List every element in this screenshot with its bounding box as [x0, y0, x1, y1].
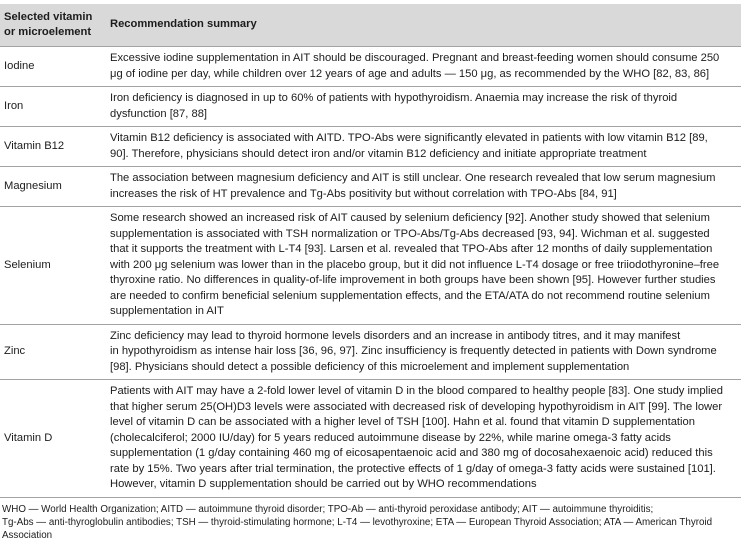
summary-line: Patients with AIT may have a 2-fold lower level of vitamin D in the blood compared to healthy people [83]. One study implied [110, 385, 723, 397]
recommendation-summary-cell [103, 380, 741, 498]
summary-line: (cholecalciferol; 2000 IU/day) for 5 years reduced autoimmune disease by 22%, while marine omega-3 fatty acids [110, 431, 671, 444]
header-recommendation-summary [103, 4, 741, 47]
footnote-line: Association [2, 529, 53, 541]
summary-line: μg of iodine per day, while children over 12 years of age and adults — 150 μg, as recommended by the WHO [82, 83, 86] [110, 67, 710, 80]
header-line: Selected vitamin [4, 10, 93, 23]
row-label: Magnesium [0, 167, 103, 207]
table-row-magnesium [0, 167, 741, 207]
summary-line: The association between magnesium deficiency and AIT is still unclear. One research revealed that low serum magnesium [110, 172, 716, 184]
row-label: Selenium [0, 207, 103, 325]
row-label: Vitamin B12 [0, 127, 103, 167]
table-header-row [0, 4, 741, 47]
row-label: Vitamin D [0, 380, 103, 498]
summary-line: that it supports the treatment with L-T4 [93]. Larsen et al. revealed that TPO-Abs after 12 months of daily supplementation [110, 243, 713, 255]
table-row-zinc [0, 324, 741, 380]
recommendation-summary-cell [103, 87, 741, 127]
recommendation-summary-cell [103, 207, 741, 325]
summary-line: thyroxine ratio. No differences in quality-of-life improvement in both groups have been shown [95]. However further studies [110, 274, 716, 286]
table-row-vitamin-d [0, 380, 741, 498]
table-row-iodine [0, 47, 741, 87]
summary-line: are needed to confirm beneficial selenium supplementation effects, and the ETA/ATA do not recommend routine selenium [110, 289, 710, 302]
summary-line: level of vitamin D can be associated with a higher level of TSH [100]. Hahn et al. found that vitamin D supplementation [110, 416, 695, 428]
recommendation-summary-cell [103, 324, 741, 380]
footnote-line: Tg-Abs — anti-thyroglobulin antibodies; TSH — thyroid-stimulating hormone; L-T4 — levothyroxine; ETA — European Thyroid Association; ATA — American Thyroid [2, 516, 713, 528]
footnote-line: WHO — World Health Organization; AITD — autoimmune thyroid disorder; TPO-Ab — anti-thyroid peroxidase antibody; AIT — autoimmune thyroiditis; [2, 503, 654, 515]
table-row-vitamin-b12 [0, 127, 741, 167]
summary-line: Excessive iodine supplementation in AIT should be discouraged. Pregnant and breast-feeding women should consume 250 [110, 52, 720, 64]
summary-line: rate by 15%. Two years after trial termination, the protective effects of 1 g/day of omega-3 fatty acids were sustained [101]. [110, 462, 716, 475]
recommendations-table [0, 4, 741, 498]
row-label: Zinc [0, 324, 103, 380]
table-header [0, 4, 741, 47]
summary-line: supplementation (1 g/day containing 460 mg of eicosapentaenoic acid and 380 mg of docosahexaenoic acid) reduced this [110, 447, 713, 459]
summary-line: that higher serum 25(OH)D3 levels were associated with decreased risk of developing hypothyroidism in AIT [99]. The lower [110, 400, 723, 413]
summary-line: 90]. Therefore, physicians should detect iron and/or vitamin B12 deficiency and initiate appropriate treatment [110, 147, 647, 160]
row-label: Iodine [0, 47, 103, 87]
header-line: or microelement [4, 26, 92, 38]
table-footnote [0, 498, 741, 542]
row-label: Iron [0, 87, 103, 127]
recommendation-summary-cell [103, 47, 741, 87]
summary-line: supplementation in AIT [110, 305, 224, 317]
recommendation-summary-cell [103, 167, 741, 207]
summary-line: Iron deficiency is diagnosed in up to 60% of patients with hypothyroidism. Anaemia may increase the risk of thyroid [110, 92, 678, 104]
summary-line: Some research showed an increased risk of AIT caused by selenium deficiency [92]. Another study showed that selenium [110, 212, 710, 224]
table-row-selenium [0, 207, 741, 325]
summary-line: in hypothyroidism as intense hair loss [36, 96, 97]. Zinc insufficiency is frequently detected in patients with Down syndrome [110, 345, 717, 357]
table-body [0, 47, 741, 498]
summary-line: Zinc deficiency may lead to thyroid hormone levels disorders and an increase in antibody titres, and it may manifest [110, 329, 681, 342]
header-selected-vitamin [0, 4, 103, 47]
summary-line: dysfunction [87, 88] [110, 107, 208, 120]
summary-line: Vitamin B12 deficiency is associated with AITD. TPO-Abs were significantly elevated in patients with low vitamin B12 [89, [110, 132, 708, 144]
summary-line: with 200 μg selenium was lower than in the placebo group, but it did not influence L-T4 dosage or free triiodothyronine–free [110, 258, 720, 271]
table-row-iron [0, 87, 741, 127]
summary-line: However, vitamin D supplementation should be carried out by WHO recommendations [110, 478, 537, 490]
summary-line: increases the risk of HT prevalence and Tg-Abs positivity but without correlation with TPO-Abs [84, 91] [110, 187, 617, 200]
header-line: Recommendation summary [110, 18, 257, 31]
summary-line: supplementation is associated with TSH normalization or TPO-Abs/Tg-Abs decreased [93, 94]. Wichman et al. suggested [110, 227, 710, 240]
recommendation-summary-cell [103, 127, 741, 167]
summary-line: [98]. Physicians should detect a possible deficiency of this microelement and implement supplementation [110, 360, 630, 373]
